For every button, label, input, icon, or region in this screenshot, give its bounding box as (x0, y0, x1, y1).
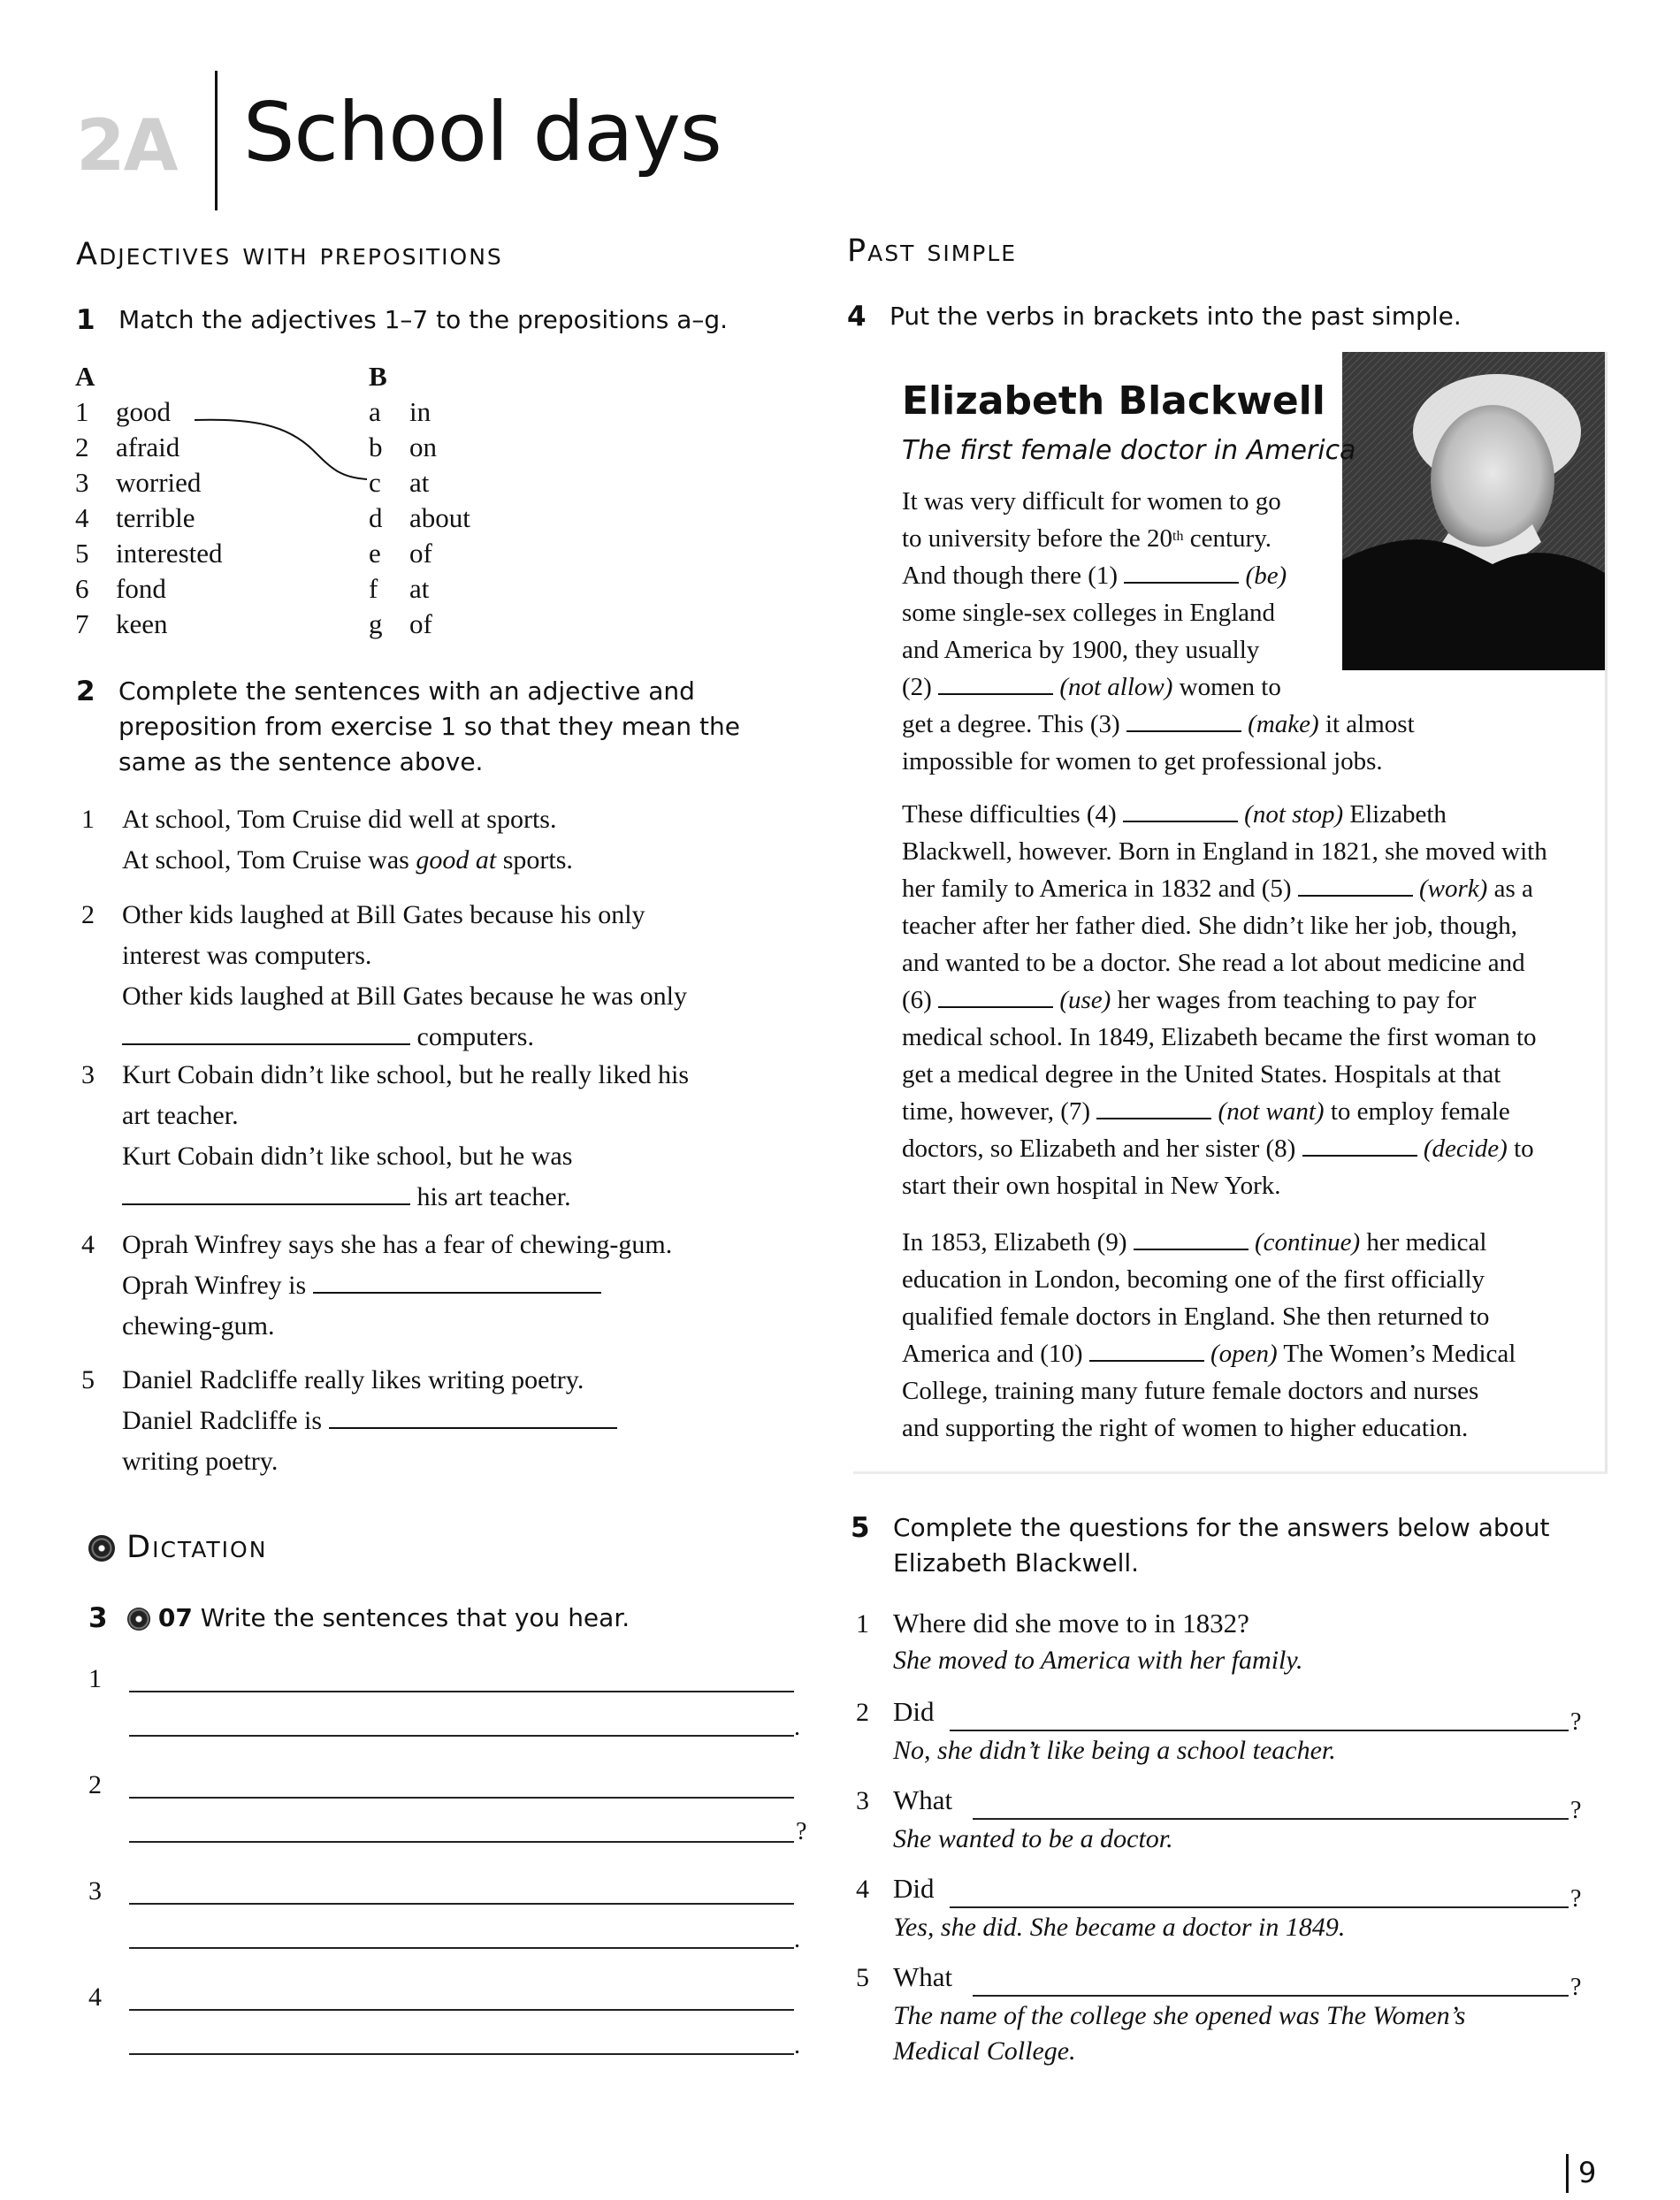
verb-blank-4[interactable] (1123, 801, 1238, 822)
answer-text: She moved to America with her family. (893, 1646, 1303, 1675)
adjective[interactable]: interested (116, 538, 223, 569)
answer-blank[interactable] (122, 1024, 410, 1045)
exercise-2-item-1: 1 At school, Tom Cruise did well at sports. At school, Tom Cruise was good at sports. (81, 799, 815, 881)
reading-paragraph-3: In 1853, Elizabeth (9) (continue) her medical education in London, becoming one of the first officially qualified female doctors in England. She then returned to America and (10) (open) The Women’s Medical College, training many future female doctors and nurses and supporting the right of women to higher education. (902, 1228, 1516, 1442)
page-title: School days (243, 85, 722, 180)
answer-text: No, she didn’t like being a school teacher. (893, 1736, 1336, 1765)
exercise-1-instruction: 1 Match the adjectives 1–7 to the prepositions a–g. (76, 304, 729, 336)
dictation-line[interactable] (129, 2009, 794, 2011)
dictation-line[interactable] (129, 1797, 794, 1799)
cd-icon (88, 1535, 115, 1562)
reading-paragraph-1: It was very difficult for women to go to university before the 20th century. And though there (1) (be) some single-sex colleges in England and America by 1900, they usually (902, 487, 1287, 664)
exercise-5-instruction: 5 Complete the questions for the answers below about Elizabeth Blackwell. (851, 1512, 1550, 1577)
reading-paragraph-1-cont: (2) (not allow) women to get a degree. This (3) (make) it almost impossible for women to get professional jobs. (902, 673, 1415, 775)
example-answer: good at (416, 845, 497, 875)
example-match-line (190, 416, 376, 486)
preposition[interactable]: of (409, 608, 432, 639)
answer-text: The name of the college she opened was The Women’s Medical College. (893, 2001, 1466, 2066)
page-number-divider (1566, 2154, 1569, 2193)
question-blank[interactable] (950, 1906, 1569, 1908)
verb-blank-9[interactable] (1134, 1229, 1249, 1250)
preposition[interactable]: at (409, 467, 430, 498)
adjective[interactable]: worried (116, 467, 202, 498)
preposition[interactable]: in (409, 396, 431, 427)
column-b-header: B (369, 361, 387, 392)
verb-blank-5[interactable] (1298, 875, 1413, 897)
dictation-line[interactable] (129, 1691, 794, 1692)
reading-paragraph-2: These difficulties (4) (not stop) Elizabeth Blackwell, however. Born in England in 1821, she moved with her family to America in 1832 and (5) (work) as a teacher after her father died. She didn’t like her job, though, and wanted to be a doctor. She read a lot about medicine and (6) (use) her wages from teaching to pay for medical school. In 1849, Elizabeth became the first woman to get a medical degree in the United States. Hospitals at that time, however, (7) (not want) to employ female doctors, so Elizabeth and her sister (8) (decide) to start their own hospital in New York. (902, 800, 1547, 1200)
adjective[interactable]: fond (116, 573, 166, 604)
page-number: 9 (1578, 2156, 1597, 2189)
question-text: Where did she move to in 1832? (893, 1608, 1249, 1639)
reading-subtitle: The first female doctor in America (902, 435, 1356, 466)
title-divider (215, 71, 218, 210)
preposition[interactable]: at (409, 573, 430, 604)
question-blank[interactable] (973, 1995, 1569, 1997)
exercise-number: 1 (76, 304, 95, 336)
verb-blank-6[interactable] (938, 987, 1053, 1008)
exercise-3-instruction: 3 07 Write the sentences that you hear. (88, 1602, 630, 1634)
audio-track-icon[interactable] (127, 1608, 150, 1631)
question-blank[interactable] (973, 1818, 1569, 1820)
question-blank[interactable] (950, 1730, 1569, 1731)
adjective[interactable]: afraid (116, 432, 180, 462)
preposition[interactable]: on (409, 432, 437, 462)
exercise-2-item-2: 2 Other kids laughed at Bill Gates because his only interest was computers. Other kids laughed at Bill Gates because he was only computers. (81, 900, 687, 1051)
column-a-header: A (75, 361, 95, 392)
dictation-line[interactable] (129, 2053, 794, 2055)
verb-blank-10[interactable] (1089, 1341, 1204, 1362)
adjective[interactable]: terrible (116, 502, 195, 533)
section-heading-adjectives: Adjectives with prepositions (76, 237, 503, 272)
preposition[interactable]: of (409, 538, 432, 569)
adjective[interactable]: good (116, 396, 171, 427)
verb-blank-1[interactable] (1124, 562, 1239, 584)
exercise-number: 3 (88, 1602, 108, 1634)
portrait-image-icon (1342, 352, 1605, 670)
portrait-photo (1342, 352, 1605, 670)
exercise-number: 2 (76, 676, 95, 707)
exercise-2-instruction: 2 Complete the sentences with an adjective and preposition from exercise 1 so that they mean the same as the sentence above. (76, 676, 740, 776)
exercise-2-item-5: 5 Daniel Radcliffe really likes writing poetry. Daniel Radcliffe is writing poetry. (81, 1360, 815, 1482)
rewrite-sentence: At school, Tom Cruise was good at sports. (122, 845, 573, 875)
section-heading-dictation: Dictation (88, 1530, 267, 1565)
answer-blank[interactable] (313, 1272, 601, 1294)
preposition[interactable]: about (409, 502, 470, 533)
reading-title: Elizabeth Blackwell (902, 378, 1325, 424)
exercise-number: 5 (851, 1512, 870, 1544)
dictation-line[interactable] (129, 1841, 794, 1843)
verb-blank-7[interactable] (1096, 1098, 1211, 1119)
dictation-line[interactable] (129, 1947, 794, 1949)
dictation-line[interactable] (129, 1903, 794, 1905)
adjective[interactable]: keen (116, 608, 168, 639)
answer-blank[interactable] (122, 1184, 410, 1205)
answer-blank[interactable] (329, 1408, 617, 1429)
verb-blank-8[interactable] (1302, 1135, 1417, 1157)
verb-blank-3[interactable] (1126, 711, 1241, 732)
verb-blank-2[interactable] (938, 674, 1053, 695)
exercise-2-item-3: 3 Kurt Cobain didn’t like school, but he really liked his art teacher. Kurt Cobain didn’t like school, but he was his art teacher. (81, 1060, 690, 1211)
answer-text: She wanted to be a doctor. (893, 1824, 1173, 1853)
track-number: 07 (157, 1603, 193, 1632)
unit-number: 2A (76, 104, 177, 187)
exercise-2-item-4: 4 Oprah Winfrey says she has a fear of chewing-gum. Oprah Winfrey is chewing-gum. (81, 1230, 673, 1341)
answer-text: Yes, she did. She became a doctor in 1849. (893, 1913, 1346, 1942)
exercise-number: 4 (847, 301, 867, 332)
exercise-4-instruction: 4 Put the verbs in brackets into the past simple. (847, 301, 1462, 332)
dictation-line[interactable] (129, 1735, 794, 1737)
section-heading-past-simple: Past simple (847, 233, 1018, 269)
